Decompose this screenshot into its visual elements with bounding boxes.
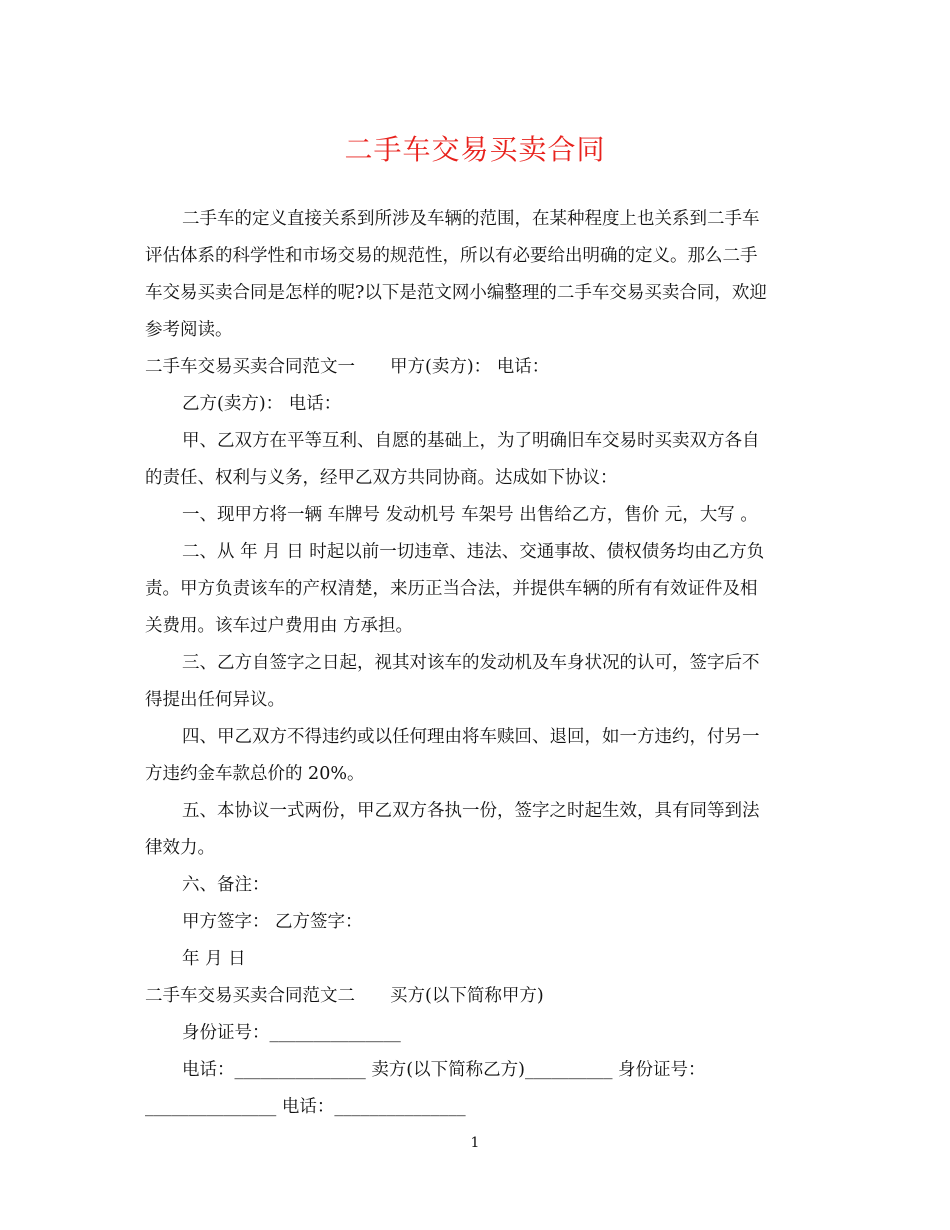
paragraph-line: 二手车的定义直接关系到所涉及车辆的范围，在某种程度上也关系到二手车 [182,209,760,229]
form-field-line: 身份证号：_______________ [182,1023,401,1043]
clause-line: 二、从 年 月 日 时起以前一切违章、违法、交通事故、债权债务均由乙方负 [182,542,765,562]
paragraph-line: 乙方(卖方)： 电话： [182,394,342,414]
clause-line: 一、现甲方将一辆 车牌号 发动机号 车架号 出售给乙方，售价 元，大写 。 [182,505,758,525]
clause-line: 方违约金车款总价的 20%。 [145,764,365,784]
clause-line: 得提出任何异议。 [145,690,285,710]
clause-line: 四、甲乙双方不得违约或以任何理由将车赎回、退回，如一方违约，付另一 [182,727,760,747]
signature-line: 甲方签字： 乙方签字： [182,912,363,932]
clause-line: 责。甲方负责该车的产权清楚，来历正当合法，并提供车辆的所有有效证件及相 [145,579,758,599]
clause-line: 三、乙方自签字之日起，视其对该车的发动机及车身状况的认可，签字后不 [182,653,760,673]
clause-line: 六、备注： [182,875,270,895]
paragraph-line: 参考阅读。 [145,320,233,340]
page-number: 1 [470,1135,480,1151]
clause-line: 五、本协议一式两份，甲乙双方各执一份，签字之时起生效，具有同等到法 [182,801,760,821]
form-field-line: 电话：_______________ 卖方(以下简称乙方)__________ 身份证号： [182,1060,706,1080]
section-heading: 二手车交易买卖合同范文一 甲方(卖方)： 电话： [145,357,550,377]
clause-line: 关费用。该车过户费用由 方承担。 [145,616,414,636]
paragraph-line: 评估体系的科学性和市场交易的规范性，所以有必要给出明确的定义。那么二手 [145,246,758,266]
form-field-line: _______________ 电话：_______________ [145,1097,466,1117]
date-line: 年 月 日 [182,949,246,969]
paragraph-line: 甲、乙双方在平等互利、自愿的基础上，为了明确旧车交易时买卖双方各自 [182,431,760,451]
paragraph-line: 的责任、权利与义务，经甲乙双方共同协商。达成如下协议： [145,468,618,488]
clause-line: 律效力。 [145,838,215,858]
document-title: 二手车交易买卖合同 [344,133,606,166]
paragraph-line: 车交易买卖合同是怎样的呢?以下是范文网小编整理的二手车交易买卖合同，欢迎 [145,283,767,303]
section-heading: 二手车交易买卖合同范文二 买方(以下简称甲方) [145,986,544,1006]
